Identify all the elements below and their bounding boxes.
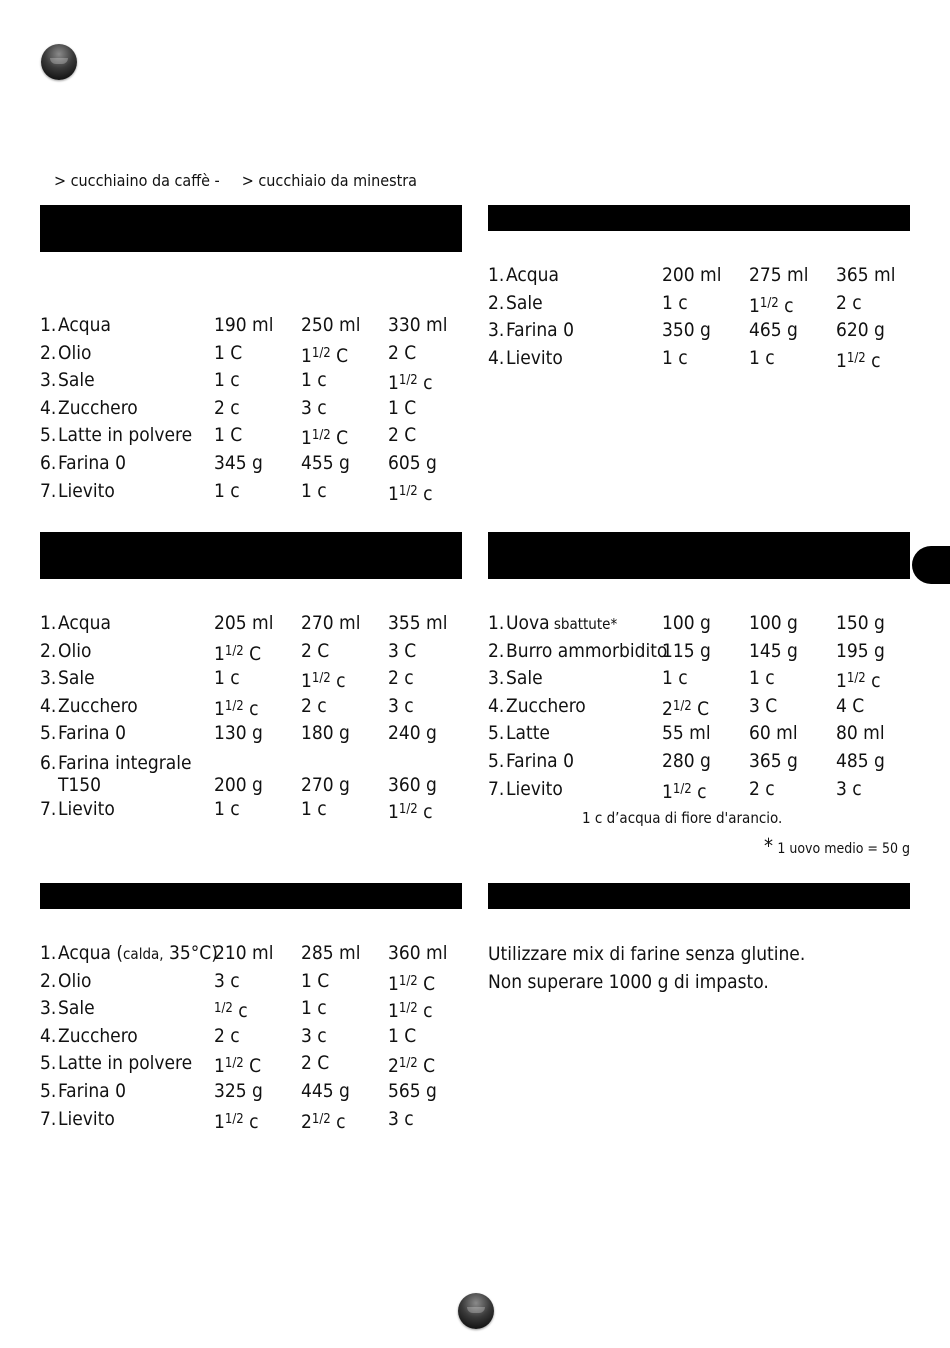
ingredient-number: 6.: [40, 751, 57, 774]
ingredient-row: [40, 720, 470, 748]
page-marker-icon-top: [41, 44, 77, 80]
ingredient-number: 4.: [40, 1024, 57, 1047]
quantity-cell: 485 g: [836, 749, 885, 772]
ingredient-row: [40, 995, 470, 1023]
ingredient-number: 3.: [40, 369, 57, 392]
ingredient-row: [40, 340, 470, 368]
quantity-cell: 1 C: [301, 969, 330, 992]
ingredient-row: [488, 665, 918, 693]
quantity-cell: 280 g: [662, 749, 711, 772]
quantity-cell: $1^{1/2}$ c: [662, 780, 707, 803]
ingredient-label: Zucchero: [58, 694, 138, 717]
quantity-cell: 2 C: [388, 341, 417, 364]
ingredient-name: [40, 610, 214, 638]
ingredient-number: 5.: [40, 424, 57, 447]
quantity-cell: 180 g: [301, 722, 350, 745]
ingredient-row: [40, 422, 470, 450]
recipe-5-table: [40, 940, 470, 1133]
ingredient-number: 7.: [40, 797, 57, 820]
ingredient-label: Farina 0: [506, 319, 574, 342]
ingredient-label: Latte: [506, 722, 550, 745]
ingredient-name: [40, 395, 214, 423]
quantity-cell: $^{1/2}$ c: [214, 1000, 248, 1023]
quantity-cell: $1^{1/2}$ c: [301, 670, 346, 693]
ingredient-row: [40, 478, 470, 506]
ingredient-name: [40, 478, 214, 506]
ingredient-row: [40, 1078, 470, 1106]
quantity-cell: 1 C: [388, 1024, 417, 1047]
ingredient-label: Zucchero: [58, 1024, 138, 1047]
ingredient-number: 3.: [40, 667, 57, 690]
quantity-cell: 2 C: [301, 1052, 330, 1075]
ingredient-label: Olio: [58, 969, 92, 992]
quantity-cell: 210 ml: [214, 942, 274, 964]
ingredient-name: [40, 796, 214, 824]
quantity-cell: 3 C: [388, 639, 417, 662]
quantity-cell: 115 g: [662, 639, 711, 662]
quantity-cell: 1 c: [301, 369, 327, 392]
ingredient-name: [40, 1078, 214, 1106]
page-marker-icon-bottom: [458, 1293, 494, 1329]
ingredient-label: Farina 0: [58, 451, 126, 474]
quantity-cell: 195 g: [836, 639, 885, 662]
quantity-cell: 325 g: [214, 1079, 263, 1102]
ingredient-number: 5.: [40, 1052, 57, 1075]
ingredient-label: Olio: [58, 639, 92, 662]
quantity-cell: 465 g: [749, 319, 798, 342]
ingredient-row: [40, 367, 470, 395]
quantity-cell: 2 c: [214, 396, 240, 419]
quantity-cell: 2 c: [749, 777, 775, 800]
recipe-6-line-1: Utilizzare mix di farine senza glutine.: [488, 943, 806, 965]
ingredient-label: Acqua: [58, 612, 111, 634]
ingredient-row: [40, 638, 470, 666]
quantity-cell: $2^{1/2}$ C: [388, 1055, 436, 1078]
quantity-cell: 620 g: [836, 319, 885, 342]
ingredient-row: [40, 748, 470, 796]
quantity-cell: $1^{1/2}$ c: [388, 800, 433, 823]
quantity-cell: 285 ml: [301, 942, 361, 964]
ingredient-number: 4.: [488, 694, 505, 717]
ingredient-number: 2.: [488, 639, 505, 662]
quantity-cell: 250 ml: [301, 314, 361, 336]
ingredient-number: 1.: [40, 612, 57, 634]
ingredient-number: 6.: [40, 451, 57, 474]
quantity-cell: $1^{1/2}$ c: [388, 1000, 433, 1023]
quantity-cell: 1 c: [749, 346, 775, 369]
ingredient-number: 5.: [40, 722, 57, 745]
quantity-cell: 100 g: [662, 612, 711, 634]
quantity-cell: 360 ml: [388, 942, 448, 964]
ingredient-row: [488, 720, 918, 748]
ingredient-name: [40, 995, 214, 1023]
ingredient-row: [40, 1050, 470, 1078]
ingredient-row: [40, 1106, 470, 1134]
recipe-2-table: [488, 262, 918, 372]
ingredient-row: [488, 345, 918, 373]
ingredient-name: [40, 340, 214, 368]
quantity-cell: $1^{1/2}$ C: [301, 344, 349, 367]
quantity-cell: $2^{1/2}$ C: [662, 697, 710, 720]
ingredient-label: Sale: [58, 997, 95, 1020]
quantity-cell: 1 C: [214, 341, 243, 364]
ingredient-name: [40, 367, 214, 395]
recipe-3-table: [40, 610, 470, 824]
quantity-cell: 130 g: [214, 722, 263, 745]
ingredient-row: [40, 968, 470, 996]
recipe-1-table: [40, 312, 470, 505]
quantity-cell: 365 g: [749, 749, 798, 772]
ingredient-label: Lievito: [506, 777, 563, 800]
ingredient-name: [40, 312, 214, 340]
quantity-cell: 1 c: [214, 667, 240, 690]
ingredient-number: 5.: [488, 749, 505, 772]
recipe-4-note: [582, 809, 782, 827]
quantity-cell: 4 C: [836, 694, 865, 717]
quantity-cell: $1^{1/2}$ C: [214, 1055, 262, 1078]
ingredient-row: [488, 262, 918, 290]
ingredient-label: Latte in polvere: [58, 424, 193, 447]
quantity-cell: 150 g: [836, 612, 885, 634]
ingredient-note: sbattute*: [549, 615, 618, 633]
quantity-cell: $1^{1/2}$ c: [388, 372, 433, 395]
ingredient-number: 3.: [488, 319, 505, 342]
ingredient-label: Farina 0: [58, 722, 126, 745]
ingredient-row: [40, 395, 470, 423]
quantity-cell: $1^{1/2}$ C: [388, 972, 436, 995]
quantity-cell: 145 g: [749, 639, 798, 662]
footnote-text: 1 uovo medio = 50 g: [777, 841, 910, 857]
ingredient-label: Sale: [58, 667, 95, 690]
ingredient-name: [488, 290, 662, 318]
quantity-cell: 3 c: [214, 969, 240, 992]
quantity-cell: 205 ml: [214, 612, 274, 634]
ingredient-row: [488, 693, 918, 721]
quantity-cell: $1^{1/2}$ C: [301, 427, 349, 450]
ingredient-name: [40, 968, 214, 996]
ingredient-label: Lievito: [58, 797, 115, 820]
ingredient-row: [488, 317, 918, 345]
quantity-cell: 445 g: [301, 1079, 350, 1102]
ingredient-label: Zucchero: [506, 694, 586, 717]
ingredient-number: 3.: [488, 667, 505, 690]
quantity-cell: 455 g: [301, 451, 350, 474]
ingredient-label: Farina 0: [58, 1079, 126, 1102]
quantity-cell: 3 c: [836, 777, 862, 800]
ingredient-name: [488, 693, 662, 721]
ingredient-label: Acqua: [58, 314, 111, 336]
ingredient-name: [488, 317, 662, 345]
ingredient-row: [488, 776, 918, 804]
recipe-3-header-bar: [40, 532, 462, 579]
ingredient-number: 4.: [40, 396, 57, 419]
ingredient-name: [40, 1106, 214, 1134]
ingredient-name: [40, 1023, 214, 1051]
quantity-cell: 100 g: [749, 612, 798, 634]
ingredient-label: Acqua (: [58, 942, 124, 964]
quantity-cell: 3 C: [749, 694, 778, 717]
quantity-cell: 1 c: [749, 667, 775, 690]
quantity-cell: 1 c: [301, 479, 327, 502]
quantity-cell: 2 c: [388, 667, 414, 690]
quantity-cell: 270 g: [301, 773, 350, 796]
recipe-2-header-bar: [488, 205, 910, 231]
quantity-cell: 1 c: [214, 797, 240, 820]
ingredient-label: Farina integrale: [58, 751, 192, 774]
ingredient-name: [40, 638, 214, 666]
ingredient-label: Lievito: [58, 1107, 115, 1130]
ingredient-label: Zucchero: [58, 396, 138, 419]
ingredient-name: [40, 450, 214, 478]
quantity-cell: 55 ml: [662, 722, 711, 745]
recipe-1-header-bar: [40, 205, 462, 252]
quantity-cell: 355 ml: [388, 612, 448, 634]
ingredient-label: Latte in polvere: [58, 1052, 193, 1075]
ingredient-row: [40, 940, 470, 968]
section-tab-marker: [912, 546, 950, 584]
ingredient-name: [40, 940, 218, 968]
ingredient-label: Sale: [58, 369, 95, 392]
ingredient-label: Acqua: [506, 264, 559, 286]
ingredient-label: Burro ammorbidito: [506, 639, 668, 662]
quantity-cell: $2^{1/2}$ c: [301, 1110, 346, 1133]
quantity-cell: 1 c: [214, 479, 240, 502]
quantity-cell: 3 c: [301, 1024, 327, 1047]
quantity-cell: 2 c: [836, 291, 862, 314]
ingredient-name: [40, 422, 214, 450]
ingredient-number: 2.: [40, 969, 57, 992]
ingredient-label: Sale: [506, 667, 543, 690]
ingredient-label: Lievito: [506, 346, 563, 369]
recipe-6-line-2: Non superare 1000 g di impasto.: [488, 971, 769, 993]
recipe-6-text: [488, 940, 805, 996]
ingredient-name: [40, 693, 214, 721]
ingredient-name: [40, 752, 214, 796]
ingredient-number: 1.: [40, 942, 57, 964]
ingredient-row: [40, 312, 470, 340]
ingredient-row: [40, 450, 470, 478]
quantity-cell: 2 C: [388, 424, 417, 447]
quantity-cell: $1^{1/2}$ C: [214, 642, 262, 665]
recipe-4-table: [488, 610, 918, 803]
quantity-cell: 1 c: [301, 797, 327, 820]
ingredient-name: [40, 720, 214, 748]
teaspoon-legend: > cucchiaino da caffè -: [54, 171, 220, 190]
quantity-cell: 270 ml: [301, 612, 361, 634]
ingredient-number: 7.: [488, 777, 505, 800]
ingredient-label: Sale: [506, 291, 543, 314]
ingredient-row: [488, 748, 918, 776]
ingredient-number: 1.: [488, 612, 505, 634]
ingredient-label-line2: T150: [58, 773, 102, 796]
quantity-cell: 1 c: [214, 369, 240, 392]
quantity-cell: $1^{1/2}$ c: [836, 349, 881, 372]
ingredient-row: [40, 796, 470, 824]
quantity-cell: 275 ml: [749, 264, 809, 286]
recipe-5-header-bar: [40, 883, 462, 909]
ingredient-row: [40, 1023, 470, 1051]
ingredient-number: 4.: [40, 694, 57, 717]
footnote-star: *: [764, 834, 774, 858]
quantity-cell: 1 C: [214, 424, 243, 447]
quantity-cell: 80 ml: [836, 722, 885, 745]
quantity-cell: 3 c: [388, 1107, 414, 1130]
spoon-legend: [54, 171, 417, 190]
ingredient-number: 1.: [488, 264, 505, 286]
ingredient-label: Olio: [58, 341, 92, 364]
recipe-4-note-text: 1 c d’acqua di fiore d'arancio.: [582, 809, 783, 827]
quantity-cell: 2 C: [301, 639, 330, 662]
ingredient-name: [488, 262, 662, 290]
ingredient-note: calda,: [123, 945, 164, 963]
quantity-cell: 2 c: [214, 1024, 240, 1047]
ingredient-row: [40, 610, 470, 638]
quantity-cell: 1 c: [662, 346, 688, 369]
ingredient-name: [488, 638, 668, 666]
quantity-cell: $1^{1/2}$ c: [214, 697, 259, 720]
ingredient-label: Lievito: [58, 479, 115, 502]
ingredient-label: Uova: [506, 612, 550, 634]
quantity-cell: 330 ml: [388, 314, 448, 336]
quantity-cell: 565 g: [388, 1079, 437, 1102]
ingredient-name: [488, 748, 662, 776]
ingredient-name: [488, 776, 662, 804]
recipe-4-header-bar: [488, 532, 910, 579]
ingredient-name: [40, 1050, 214, 1078]
ingredient-name: [488, 665, 662, 693]
ingredient-row: [40, 665, 470, 693]
quantity-cell: 190 ml: [214, 314, 274, 336]
recipe-4-footnote: [764, 834, 910, 858]
quantity-cell: 1 c: [662, 291, 688, 314]
ingredient-number: 2.: [488, 291, 505, 314]
quantity-cell: 3 c: [301, 396, 327, 419]
quantity-cell: 605 g: [388, 451, 437, 474]
quantity-cell: 200 ml: [662, 264, 722, 286]
ingredient-row: [40, 693, 470, 721]
ingredient-row: [488, 610, 918, 638]
quantity-cell: $1^{1/2}$ c: [214, 1110, 259, 1133]
quantity-cell: 345 g: [214, 451, 263, 474]
quantity-cell: 1 c: [301, 997, 327, 1020]
quantity-cell: 350 g: [662, 319, 711, 342]
ingredient-label: Farina 0: [506, 749, 574, 772]
quantity-cell: 3 c: [388, 694, 414, 717]
ingredient-row: [488, 290, 918, 318]
quantity-cell: 200 g: [214, 773, 263, 796]
ingredient-number: 4.: [488, 346, 505, 369]
ingredient-name: [488, 610, 662, 638]
quantity-cell: 1 c: [662, 667, 688, 690]
ingredient-name: [488, 345, 662, 373]
tablespoon-legend: > cucchiaio da minestra: [241, 171, 417, 190]
ingredient-name: [488, 720, 662, 748]
ingredient-number: 5.: [488, 722, 505, 745]
ingredient-number: 5.: [40, 1079, 57, 1102]
ingredient-number: 3.: [40, 997, 57, 1020]
quantity-cell: 1 C: [388, 396, 417, 419]
ingredient-label-tail: 35°C): [163, 942, 218, 964]
quantity-cell: 365 ml: [836, 264, 896, 286]
ingredient-number: 2.: [40, 341, 57, 364]
quantity-cell: 60 ml: [749, 722, 798, 745]
recipe-6-header-bar: [488, 883, 910, 909]
quantity-cell: $1^{1/2}$ c: [836, 670, 881, 693]
quantity-cell: 360 g: [388, 773, 437, 796]
quantity-cell: 2 c: [301, 694, 327, 717]
ingredient-row: [488, 638, 918, 666]
quantity-cell: 240 g: [388, 722, 437, 745]
ingredient-number: 1.: [40, 314, 57, 336]
quantity-cell: $1^{1/2}$ c: [749, 294, 794, 317]
ingredient-number: 2.: [40, 639, 57, 662]
quantity-cell: $1^{1/2}$ c: [388, 482, 433, 505]
ingredient-number: 7.: [40, 479, 57, 502]
ingredient-name: [40, 665, 214, 693]
ingredient-number: 7.: [40, 1107, 57, 1130]
